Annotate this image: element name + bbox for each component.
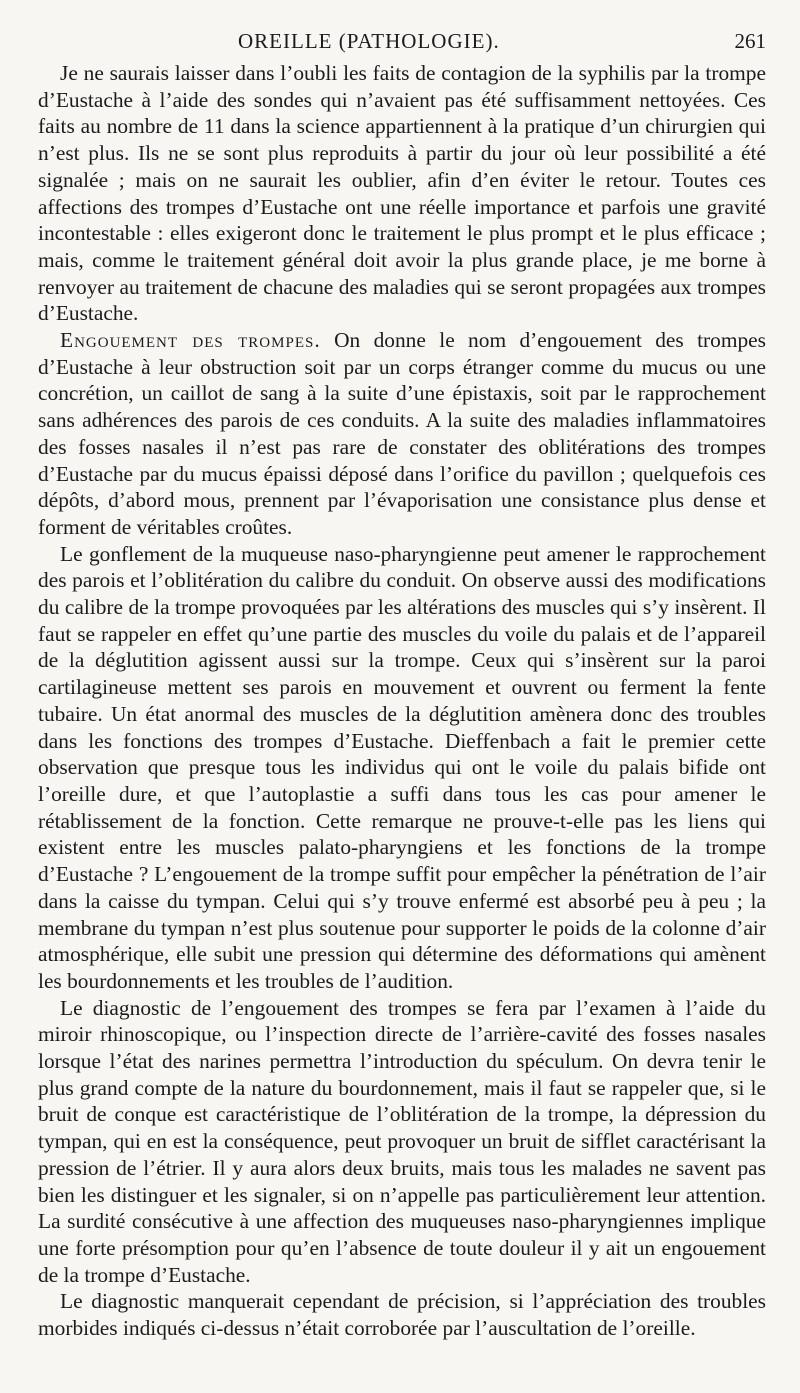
running-head-left [38, 28, 735, 54]
paragraph: Le gonflement de la muqueuse naso-pharyngienne peut amener le rapprochement des parois et l’oblitération du calibre du conduit. On observe aussi des modifications du calibre de la trompe provoquées par les altérations des muscles qui s’y insèrent. Il faut se rappeler en effet qu’une partie des muscles du voile du palais et de l’appareil de la déglutition agissent aussi sur la trompe. Ceux qui s’insèrent sur la paroi cartilagineuse mettent ses parois en mouvement et ouvrent ou ferment la fente tubaire. Un état anormal des muscles de la déglutition amènera donc des troubles dans les fonctions des trompes d’Eustache. Dieffenbach a fait le premier cette observation que presque tous les individus qui ont le voile du palais bifide ont l’oreille dure, et que l’autoplastie a suffi dans tous les cas pour amener le rétablissement de la fonction. Cette remarque ne prouve-t-elle pas les liens qui existent entre les muscles palato-pharyngiens et les fonctions de la trompe d’Eustache ? L’engouement de la trompe suffit pour empêcher la pénétration de l’air dans la caisse du tympan. Celui qui s’y trouve enfermé est absorbé peu à peu ; la membrane du tympan n’est plus soutenue pour supporter le poids de la colonne d’air atmosphérique, elle subit une pression qui détermine des déformations qui amènent les bourdonnements et les troubles de l’audition. [38, 541, 766, 993]
body-text [38, 60, 766, 1342]
paragraph [38, 327, 766, 541]
paragraph-text: On donne le nom d’engouement des trompes d’Eustache à leur obstruction soit par un corps étranger comme du mucus ou une concrétion, un caillot de sang à la suite d’une épistaxis, soit par le rapprochement sans adhérences des parois de ces conduits. A la suite des maladies inflammatoires des fosses nasales il n’est pas rare de constater des oblitérations des trompes d’Eustache par du mucus épaissi déposé dans l’orifice du pavillon ; quelquefois ces dépôts, d’abord mous, prennent par l’évaporisation une consistance plus dense et forment de véritables croûtes. [38, 328, 767, 539]
page-title: OREILLE (PATHOLOGIE). [238, 29, 500, 53]
section-heading: Engouement des trompes. [60, 328, 321, 353]
running-head [38, 28, 766, 54]
paragraph: Le diagnostic manquerait cependant de précision, si l’appréciation des troubles morbides indiqués ci-dessus n’était corroborée par l’auscultation de l’oreille. [38, 1289, 766, 1341]
paragraph: Je ne saurais laisser dans l’oubli les faits de contagion de la syphilis par la trompe d’Eustache à l’aide des sondes qui n’avaient pas été suffisamment nettoyées. Ces faits au nombre de 11 dans la science appartiennent à la pratique d’un chirurgien qui n’est plus. Ils ne se sont plus reproduits à partir du jour où leur possibilité a été signalée ; mais on ne saurait les oublier, afin d’en éviter le retour. Toutes ces affections des trompes d’Eustache ont une réelle importance et parfois une gravité incontestable : elles exigeront donc le traitement le plus prompt et le plus efficace ; mais, comme le traitement général doit avoir la plus grande place, je me borne à renvoyer au traitement de chacune des maladies qui se seront propagées aux trompes d’Eustache. [38, 61, 766, 326]
page-number: 261 [734, 29, 766, 53]
paragraph: Le diagnostic de l’engouement des trompes se fera par l’examen à l’aide du miroir rhinoscopique, ou l’inspection directe de l’arrière-cavité des fosses nasales lorsque l’état des narines permettra l’introduction du spéculum. On devra tenir le plus grand compte de la nature du bourdonnement, mais il faut se rappeler que, si le bruit de conque est caractéristique de l’oblitération de la trompe, la dépression du tympan, qui en est la conséquence, peut provoquer un bruit de sifflet caractérisant la pression de l’étrier. Il y aura alors deux bruits, mais tous les malades ne savent pas bien les distinguer et les signaler, si on n’appelle pas particulièrement leur attention. La surdité consécutive à une affection des muqueuses naso-pharyngiennes implique une forte présomption pour qu’en l’absence de toute douleur il y ait un engouement de la trompe d’Eustache. [38, 995, 766, 1287]
